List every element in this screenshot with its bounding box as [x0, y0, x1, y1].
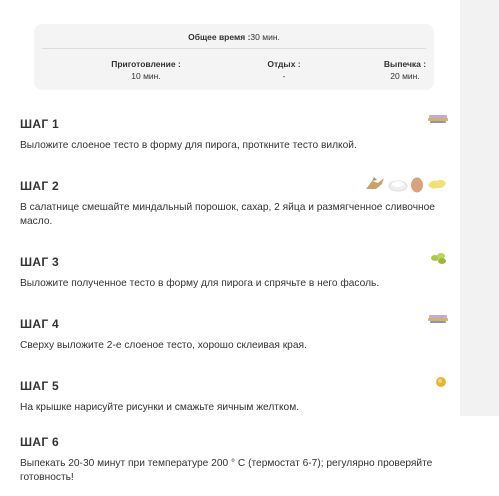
step-ingredients: [430, 251, 448, 265]
bean-icon: [430, 251, 448, 265]
prep-time-label: Приготовление :: [111, 59, 181, 69]
ginger-icon: [364, 175, 386, 193]
step-ingredients: [428, 313, 448, 325]
step-text: Сверху выложите 2-е слоеное тесто, хорошо склеивая края.: [20, 340, 307, 351]
puff-pastry-icon: [428, 313, 448, 325]
step-title: ШАГ 5: [20, 379, 60, 393]
step-text: В салатнице смешайте миндальный порошок, сахар, 2 яйца и размягченное сливочное масло.: [20, 202, 435, 227]
total-time-label: Общее время :: [188, 32, 251, 42]
rest-time-label: Отдых :: [267, 59, 301, 69]
step-text: Выложите полученное тесто в форму для пирога и спрячьте в него фасоль.: [20, 278, 380, 289]
rest-time-value: -: [282, 71, 286, 81]
step-3: [20, 255, 450, 291]
step-text: Выложите слоеное тесто в форму для пирога, проткните тесто вилкой.: [20, 140, 357, 151]
egg-yolk-icon: [434, 375, 448, 389]
puff-pastry-icon: [428, 113, 448, 125]
step-ingredients: [364, 175, 448, 193]
bake-time-label: Выпечка :: [383, 59, 427, 69]
step-5: [20, 379, 450, 415]
step-2: [20, 179, 450, 229]
rest-time: [224, 58, 344, 82]
step-title: ШАГ 3: [20, 255, 60, 269]
sugar-icon: [388, 176, 408, 192]
time-summary-box: [34, 24, 434, 90]
step-title: ШАГ 1: [20, 117, 60, 131]
butter-icon: [426, 176, 448, 192]
bake-time: [345, 58, 465, 82]
divider: [42, 48, 426, 49]
side-rail: [460, 0, 499, 416]
total-time: [34, 32, 434, 42]
step-title: ШАГ 6: [20, 435, 60, 449]
step-text: На крышке нарисуйте рисунки и смажьте яичным желтком.: [20, 402, 300, 413]
step-6: [20, 435, 450, 485]
prep-time: [86, 58, 206, 82]
step-1: [20, 117, 450, 153]
step-ingredients: [428, 113, 448, 125]
step-text: Выпекать 20-30 минут при температуре 200 ° С (термостат 6-7); регулярно проверяйте готовность!: [20, 458, 433, 483]
egg-icon: [410, 175, 424, 193]
total-time-value: 30 мин.: [250, 32, 280, 42]
step-title: ШАГ 4: [20, 317, 60, 331]
bake-time-value: 20 мин.: [390, 71, 420, 81]
step-title: ШАГ 2: [20, 179, 60, 193]
step-ingredients: [434, 375, 448, 389]
step-4: [20, 317, 450, 353]
prep-time-value: 10 мин.: [131, 71, 161, 81]
